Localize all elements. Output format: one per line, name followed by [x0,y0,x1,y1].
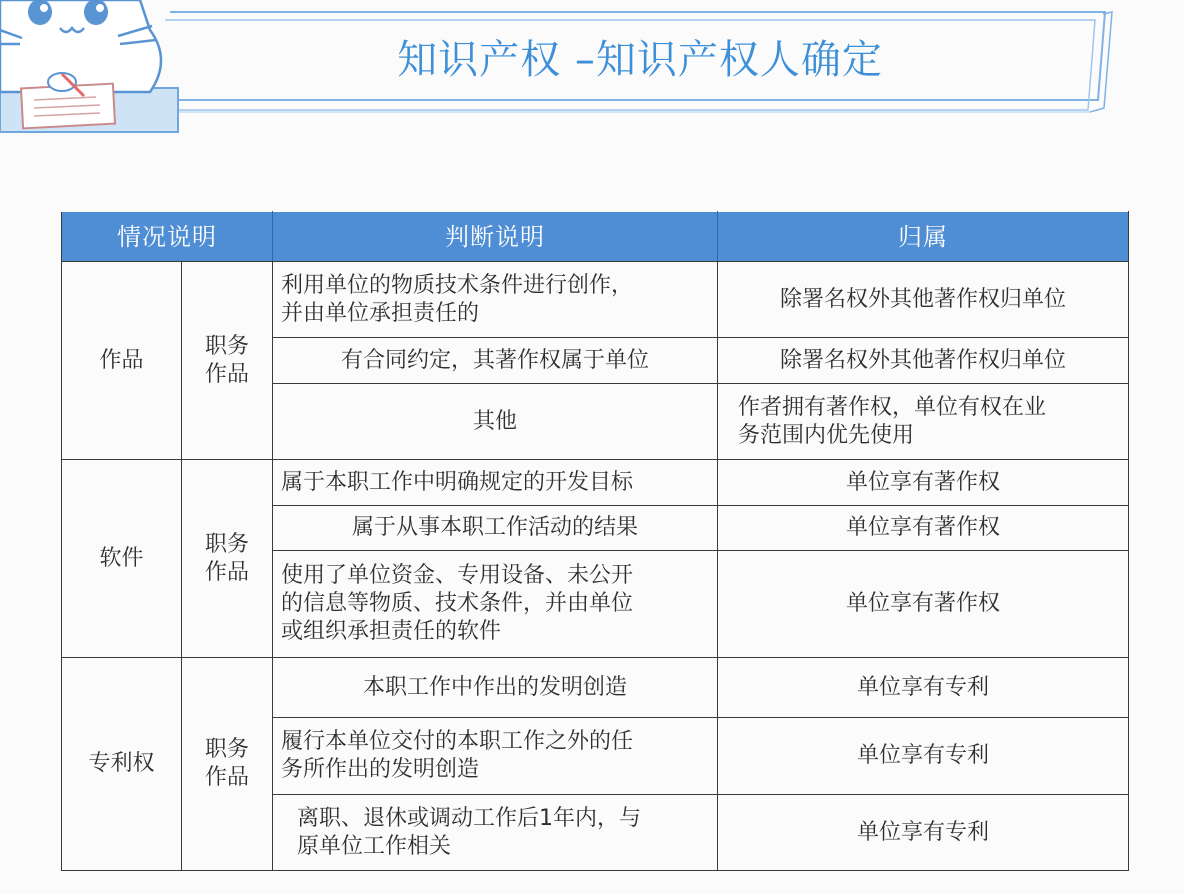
ownership-cell: 单位享有专利 [718,718,1129,795]
subcategory-label: 职务 作品 [204,737,249,790]
condition-text: 履行本单位交付的本职工作之外的任 务所作出的发明创造 [281,729,634,782]
page-title: 知识产权 –知识产权人确定 [397,37,883,83]
ownership-cell: 单位享有专利 [718,795,1129,871]
condition-cell: 有合同约定，其著作权属于单位 [273,338,718,384]
condition-cell [273,795,718,871]
ownership-cell [718,384,1129,460]
category-cell-patent: 专利权 [62,658,182,871]
ip-ownership-table [61,211,1129,871]
condition-cell [273,718,718,795]
category-cell-software: 软件 [62,460,182,658]
subcategory-cell [182,658,273,871]
condition-cell: 其他 [273,384,718,460]
column-header-situation: 情况说明 [62,212,273,262]
ownership-cell: 单位享有著作权 [718,506,1129,551]
subcategory-cell [182,262,273,460]
condition-text: 使用了单位资金、专用设备、未公开 的信息等物质、技术条件，并由单位 或组织承担责任的软件 [281,563,634,644]
condition-cell [273,262,718,338]
category-cell-works: 作品 [62,262,182,460]
ownership-cell: 除署名权外其他著作权归单位 [718,262,1129,338]
ownership-cell: 单位享有专利 [718,658,1129,718]
table-header-row [62,212,1129,262]
ownership-cell: 除署名权外其他著作权归单位 [718,338,1129,384]
table-row [62,460,1129,506]
condition-text: 利用单位的物质技术条件进行创作， 并由单位承担责任的 [281,272,634,326]
subcategory-cell [182,460,273,658]
ownership-text: 作者拥有著作权，单位有权在业 务范围内优先使用 [738,394,1047,448]
condition-text: 离职、退休或调动工作后1年内，与 原单位工作相关 [297,805,641,859]
column-header-ownership: 归属 [718,212,1129,262]
condition-cell: 本职工作中作出的发明创造 [273,658,718,718]
column-header-judgement: 判断说明 [273,212,718,262]
subcategory-label: 职务 作品 [204,531,249,585]
ownership-cell: 单位享有著作权 [718,551,1129,658]
condition-cell [273,551,718,658]
condition-cell: 属于本职工作中明确规定的开发目标 [273,460,718,506]
subcategory-label: 职务 作品 [204,333,249,387]
cat-mascot-icon [0,0,178,132]
table-row [62,262,1129,338]
ownership-cell: 单位享有著作权 [718,460,1129,506]
condition-cell: 属于从事本职工作活动的结果 [273,506,718,551]
header-banner [0,0,1184,150]
table-row [62,658,1129,718]
